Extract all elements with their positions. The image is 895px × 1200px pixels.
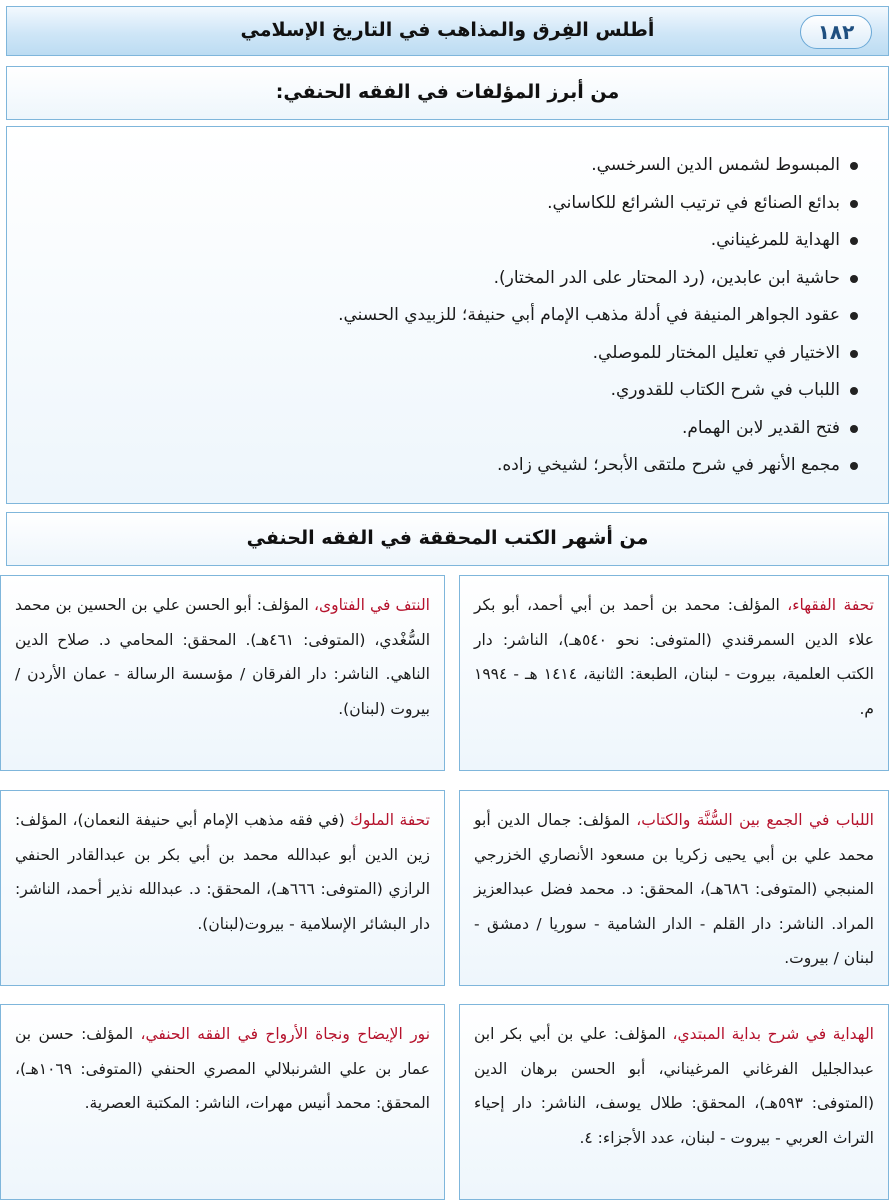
list-item: المبسوط لشمس الدين السرخسي. [27, 147, 860, 185]
card-text [474, 1017, 874, 1155]
list-item: حاشية ابن عابدين، (رد المحتار على الدر المختار). [27, 260, 860, 298]
section2-title: من أشهر الكتب المحققة في الفقه الحنفي [246, 527, 649, 549]
list-item: عقود الجواهر المنيفة في أدلة مذهب الإمام أبي حنيفة؛ للزبيدي الحسني. [27, 297, 860, 335]
book-card [459, 790, 889, 986]
card-book-title: اللباب في الجمع بين السُّنَّة والكتاب، [636, 811, 874, 829]
page-header [6, 6, 889, 56]
section1-title: من أبرز المؤلفات في الفقه الحنفي: [275, 81, 620, 103]
book-title: أطلس الفِرق والمذاهب في التاريخ الإسلامي [240, 19, 655, 41]
list-item: اللباب في شرح الكتاب للقدوري. [27, 372, 860, 410]
card-text [474, 803, 874, 976]
card-description: المؤلف: حسن بن عمار بن علي الشرنبلالي المصري الحنفي (المتوفى: ١٠٦٩هـ)، المحقق: محمد أنيس مهرات، الناشر: المكتبة العصرية. [15, 1025, 430, 1112]
card-text [15, 803, 430, 941]
card-text [474, 588, 874, 726]
card-description: المؤلف: علي بن أبي بكر ابن عبدالجليل الفرغاني المرغيناني، أبو الحسن برهان الدين (المتوفى: ٥٩٣هـ)، المحقق: طلال يوسف، الناشر: دار إحياء التراث العربي - بيروت - لبنان، عدد الأجزاء: ٤. [474, 1025, 875, 1147]
list-item: مجمع الأنهر في شرح ملتقى الأبحر؛ لشيخي زاده. [27, 447, 860, 485]
card-book-title: نور الإيضاح ونجاة الأرواح في الفقه الحنفي، [140, 1025, 431, 1043]
list-item: الاختيار في تعليل المختار للموصلي. [27, 335, 860, 373]
card-book-title: النتف في الفتاوى، [313, 596, 430, 614]
card-book-title: الهداية في شرح بداية المبتدي، [672, 1025, 874, 1043]
card-book-title: تحفة الملوك [350, 811, 430, 829]
book-card [0, 790, 445, 986]
book-card [459, 575, 889, 771]
section1-title-box [6, 66, 889, 120]
list-item: فتح القدير لابن الهمام. [27, 410, 860, 448]
card-book-title: تحفة الفقهاء، [787, 596, 874, 614]
card-text [15, 588, 430, 726]
page-number: ١٨٢ [800, 15, 872, 49]
card-description: المؤلف: محمد بن أحمد بن أبي أحمد، أبو بكر علاء الدين السمرقندي (المتوفى: نحو ٥٤٠هـ)، الناشر: دار الكتب العلمية، بيروت - لبنان، الطبعة: الثانية، ١٤١٤ هـ - ١٩٩٤ م. [474, 596, 874, 718]
section1-list-box [6, 126, 889, 504]
list-item: الهداية للمرغيناني. [27, 222, 860, 260]
works-list [27, 147, 860, 485]
card-description: المؤلف: أبو الحسن علي بن الحسين بن محمد السُّغْدي، (المتوفى: ٤٦١هـ). المحقق: المحامي د. صلاح الدين الناهي. الناشر: دار الفرقان / مؤسسة الرسالة - عمان الأردن / بيروت (لبنان). [15, 596, 430, 718]
book-card [0, 575, 445, 771]
list-item: بدائع الصنائع في ترتيب الشرائع للكاساني. [27, 185, 860, 223]
card-description: (في فقه مذهب الإمام أبي حنيفة النعمان)، المؤلف: زين الدين أبو عبدالله محمد بن أبي بكر بن عبدالقادر الحنفي الرازي (المتوفى: ٦٦٦هـ)، المحقق: د. عبدالله نذير أحمد، الناشر: دار البشائر الإسلامية - بيروت(لبنان). [15, 811, 430, 933]
book-card [459, 1004, 889, 1200]
card-description: المؤلف: جمال الدين أبو محمد علي بن أبي يحيى زكريا بن مسعود الأنصاري الخزرجي المنبجي (المتوفى: ٦٨٦هـ)، المحقق: د. محمد فضل عبدالعزيز المراد. الناشر: دار القلم - الدار الشامية - سوريا / دمشق - لبنان / بيروت. [474, 811, 874, 967]
book-card [0, 1004, 445, 1200]
card-text [15, 1017, 430, 1121]
section2-title-box [6, 512, 889, 566]
